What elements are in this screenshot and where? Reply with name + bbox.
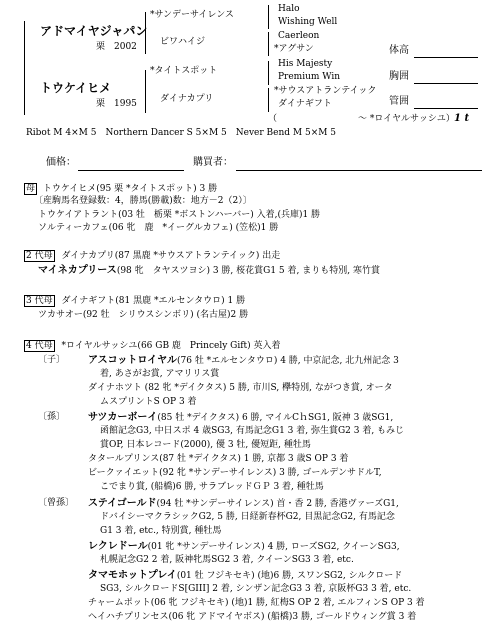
dam-name: トウケイヒメ xyxy=(40,81,112,95)
progeny-line: 函館記念G3, 中日スポ 4 歳SG3, 有馬記念G1 3 着, 弥生賞G2 3 着, もみじ xyxy=(100,426,405,436)
progeny-line: (01 牝 *サンデーサイレンス) 4 勝, ローズSG2, クイーンSG3, xyxy=(147,542,400,552)
progeny-line: タタールプリンス(87 牡 *デイクタス) 1 勝, 京都 3 歳S OP 3 着 xyxy=(88,454,349,464)
notable-horse-name: サツカーボーイ xyxy=(88,412,158,423)
second-dam-line: ダイナカプリ(87 黒鹿 *サウスアトランテイック) 出走 xyxy=(61,251,281,261)
cannon-label: 管囲 xyxy=(389,96,409,107)
notable-horse-name: アスコットロイヤル xyxy=(88,355,177,366)
progeny-line: SG3, シルクロードS[GIII] 2 着, シンザン記念G3 3 着, 京阪杯G3 3 着, etc. xyxy=(100,584,412,594)
progeny-line: (94 牡 *サンデーサイレンス) 首・香 2 勝, 香港ヴァーズG1, xyxy=(156,499,399,509)
inbreeding-cross: Ribot M 4×M 5 Northern Dancer S 5×M 5 Never Bend M 5×M 5 xyxy=(26,128,337,138)
pedigree-ddd: ダイナギフト xyxy=(278,99,332,109)
price-field[interactable] xyxy=(78,170,184,171)
progeny-line: ドバイシーマクラシックG2, 5 勝, 日経新春杯G2, 目黒記念G2, 有馬記念 xyxy=(100,512,395,522)
progeny-line: チャームポット(06 牝 フジキセキ) (地)1 勝, 紅梅S OP 2 着, エルフィンS OP 3 着 xyxy=(88,598,425,608)
pedigree-ssd: Wishing Well xyxy=(278,17,338,27)
bracket-line xyxy=(268,61,269,85)
progeny-line: 着, あさがお賞, アマリリス賞 xyxy=(100,369,220,379)
notable-horse-name: ステイゴールド xyxy=(88,498,157,509)
pedigree-sdd: *アグサン xyxy=(274,44,314,54)
progeny-line: (76 牡 *エルセンタウロ) 4 勝, 中京記念, 北九州記念 3 xyxy=(177,356,399,366)
third-dam-tag: 3 代母 xyxy=(26,296,53,306)
progeny-line: 札幌記念G2 2 着, 阪神牝馬SG2 3 着, クイーンSG3 3 着, etc. xyxy=(100,555,354,565)
dam-tag: 母 xyxy=(26,184,36,194)
chest-field[interactable] xyxy=(414,83,478,84)
progeny-line: トウケイアトラント(03 牡 栃栗 *ボストンハーバー) 入着,(兵庫)1 勝 xyxy=(38,210,321,220)
pedigree-dds: *サウスアトランテイック xyxy=(274,86,377,96)
pedigree-ds: *タイトスポット xyxy=(150,66,218,76)
progeny-line: G1 3 着, etc., 特別賞, 種牡馬 xyxy=(100,526,222,536)
pedigree-ss: *サンデーサイレンス xyxy=(150,10,234,20)
progeny-line: こでまり賞, (船橋)6 勝, サラブレッドＧＰ 3 着, 種牡馬 xyxy=(100,482,324,492)
dam-line: トウケイヒメ(95 栗 *タイトスポット) 3 勝 xyxy=(42,184,218,194)
pedigree-dss: His Majesty xyxy=(278,59,333,69)
third-dam-line: ダイナギフト(81 黒鹿 *エルセンタウロ) 1 勝 xyxy=(61,296,246,306)
sire-name: アドマイヤジャパン xyxy=(40,24,148,38)
children-tag: 〔子〕 xyxy=(38,355,66,365)
notable-horse-name: レクレドール xyxy=(88,541,148,552)
dam-info: 栗 1995 xyxy=(96,99,137,109)
height-field[interactable] xyxy=(414,57,478,58)
pedigree-dd: ダイナカプリ xyxy=(160,94,214,104)
progeny-line: ビークァイエット(92 牝 *サンデーサイレンス) 3 勝, ゴールデンサドルT, xyxy=(88,468,382,478)
buyer-field[interactable] xyxy=(236,170,482,171)
dam-progeny-summary: 〔産駒馬名登録数：4，勝馬(勝載)数：地方－2（2）〕 xyxy=(34,196,252,206)
second-dam-tag: 2 代母 xyxy=(26,251,53,261)
bracket-line xyxy=(145,12,146,54)
fourth-dam-line: *ロイヤルサッシユ(66 GB 鹿 Princely Gift) 英入着 xyxy=(61,341,281,351)
progeny-line: ヘイハチプリンセス(06 牝 アドマイヤボス) (船橋)3 勝, ゴールドウィング賞 3 着 xyxy=(88,612,417,622)
pedigree-sss: Halo xyxy=(278,4,300,14)
bracket-line xyxy=(268,5,269,29)
bracket-line xyxy=(268,88,269,112)
cannon-field[interactable] xyxy=(414,108,478,109)
pedigree-root: （ ～ *ロイヤルサッシユ） xyxy=(268,114,455,124)
fourth-dam-tag: 4 代母 xyxy=(26,341,53,351)
progeny-line: (01 牡 フジキセキ) (地)6 勝, スワンSG2, シルクロード xyxy=(176,571,403,581)
height-label: 体高 xyxy=(389,45,409,56)
buyer-label: 購買者： xyxy=(193,157,233,168)
progeny-line: 賞OP, 日本レコード(2000), 優 3 牡, 優短距, 種牡馬 xyxy=(100,440,311,450)
sire-info: 栗 2002 xyxy=(96,42,137,52)
notable-horse-name: タマモホットプレイ xyxy=(88,570,177,581)
notable-horse-name: マイネカプリース xyxy=(38,265,117,276)
grandchildren-tag: 〔孫〕 xyxy=(38,412,66,422)
progeny-line: (98 牝 タヤスツヨシ) 3 勝, 桜花賞G1 5 着, まりも特別, 寒竹賞 xyxy=(116,266,380,276)
progeny-line: ツカサオー(92 牡 シリウスシンボリ) (名古屋)2 勝 xyxy=(38,310,249,320)
family-number: 1 t xyxy=(454,113,470,124)
bracket-line xyxy=(24,21,25,115)
bracket-line xyxy=(268,32,269,56)
great-grandchildren-tag: 〔曾孫〕 xyxy=(38,498,75,508)
pedigree-sds: Caerleon xyxy=(278,31,320,41)
progeny-line: (85 牡 *デイクタス) 6 勝, マイルCｈSG1, 阪神 3 歳SG1, xyxy=(157,413,394,423)
progeny-line: ムスプリントS OP 3 着 xyxy=(100,397,197,407)
progeny-line: ソルティーカフェ(06 牝 鹿 *イーグルカフェ) (笠松)1 勝 xyxy=(38,223,279,233)
bracket-line xyxy=(145,70,146,113)
chest-label: 胸囲 xyxy=(389,71,409,82)
pedigree-dsd: Premium Win xyxy=(278,72,341,82)
pedigree-sd: ビワハイジ xyxy=(160,37,206,47)
price-label: 価格： xyxy=(46,157,76,168)
progeny-line: ダイナホツト (82 牝 *デイクタス) 5 勝, 市川S, 欅特別, ながつき賞, オータ xyxy=(88,383,393,393)
